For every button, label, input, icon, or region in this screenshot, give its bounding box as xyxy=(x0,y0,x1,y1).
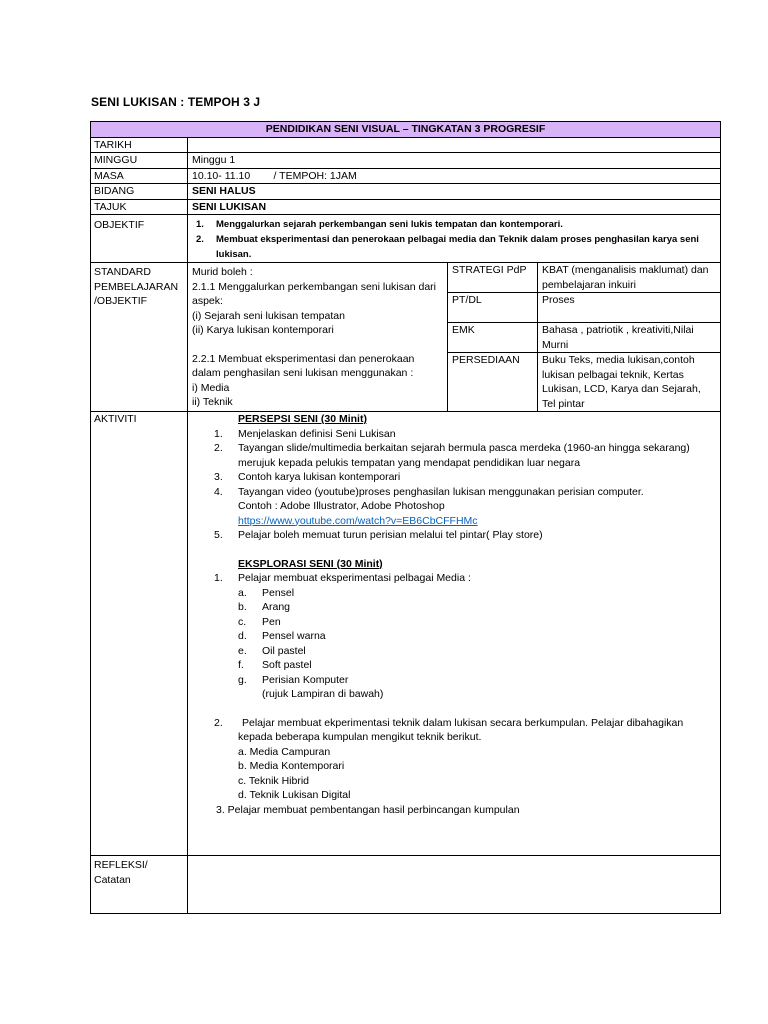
value-tarikh xyxy=(188,137,721,153)
teknik-item: c. Teknik Hibrid xyxy=(238,774,309,787)
eksplorasi-item: 1. Pelajar membuat eksperimentasi pelbagai Media : xyxy=(214,572,471,584)
persepsi-item: 5. Pelajar boleh memuat turun perisian melalui tel pintar( Play store) xyxy=(214,529,543,541)
media-item: f. Soft pastel xyxy=(238,659,312,671)
value-tajuk: SENI LUKISAN xyxy=(188,199,721,215)
eksplorasi-item: 2. Pelajar membuat ekperimentasi teknik dalam lukisan secara berkumpulan. Pelajar dibahagikan kepada beberapa kumpulan mengikut teknik berikut. xyxy=(214,716,684,743)
objective-item: 1. Menggalurkan sejarah perkembangan seni lukis tempatan dan kontemporari. xyxy=(196,219,563,230)
eksplorasi-title: EKSPLORASI SENI (30 Minit) xyxy=(238,557,383,570)
standard-2-2-1-ii: ii) Teknik xyxy=(192,396,233,408)
label-persediaan: PERSEDIAAN xyxy=(448,353,538,412)
label-tarikh: TARIKH xyxy=(91,137,188,153)
standard-2-1-1-i: (i) Sejarah seni lukisan tempatan xyxy=(192,309,345,322)
media-item: c. Pen xyxy=(238,615,281,628)
standard-2-1-1: 2.1.1 Menggalurkan perkembangan seni lukisan dari aspek: xyxy=(192,280,436,307)
youtube-link[interactable]: https://www.youtube.com/watch?v=EB6CbCFFHMc xyxy=(238,514,478,527)
persepsi-item: 2. Tayangan slide/multimedia berkaitan sejarah bermula pasca merdeka (1960-an hingga sekarang) merujuk kepada pelukis tempatan yang mendapat pendidikan luar negara xyxy=(214,442,690,469)
persepsi-item: 4. Tayangan video (youtube)proses penghasilan lukisan menggunakan perisian computer. xyxy=(214,485,644,498)
standard-2-2-1: 2.2.1 Membuat eksperimentasi dan penerokaan dalam penghasilan seni lukisan menggunakan : xyxy=(192,352,415,379)
media-item: g. Perisian Komputer xyxy=(238,673,349,686)
value-standard xyxy=(188,263,448,412)
label-bidang: BIDANG xyxy=(91,184,188,200)
label-objektif: OBJEKTIF xyxy=(91,215,188,263)
standard-2-2-1-i: i) Media xyxy=(192,381,230,394)
label-minggu: MINGGU xyxy=(91,153,188,169)
label-tajuk: TAJUK xyxy=(91,199,188,215)
persepsi-item: 3. Contoh karya lukisan kontemporari xyxy=(214,471,401,483)
label-standard: STANDARD PEMBELAJARAN /OBJEKTIF xyxy=(91,263,188,412)
contoh-software: Contoh : Adobe Illustrator, Adobe Photoshop xyxy=(238,500,445,512)
label-ptdl: PT/DL xyxy=(448,293,538,323)
label-masa: MASA xyxy=(91,168,188,184)
value-persediaan: Buku Teks, media lukisan,contoh lukisan pelbagai teknik, Kertas Lukisan, LCD, Karya dan Sejarah, Tel pintar xyxy=(538,353,721,412)
value-masa: 10.10- 11.10 / TEMPOH: 1JAM xyxy=(188,168,721,184)
value-bidang: SENI HALUS xyxy=(188,184,721,200)
value-objektif xyxy=(188,215,721,263)
teknik-item: b. Media Kontemporari xyxy=(238,760,345,772)
teknik-item: d. Teknik Lukisan Digital xyxy=(238,789,351,801)
value-emk: Bahasa , patriotik , kreativiti,Nilai Murni xyxy=(538,323,721,353)
label-strategi: STRATEGI PdP xyxy=(448,263,538,293)
media-item: e. Oil pastel xyxy=(238,644,306,657)
persepsi-item: 1. Menjelaskan definisi Seni Lukisan xyxy=(214,427,396,440)
standard-2-1-1-ii: (ii) Karya lukisan kontemporari xyxy=(192,324,334,336)
media-item: b. Arang xyxy=(238,601,291,613)
eksplorasi-item-3: 3. Pelajar membuat pembentangan hasil perbincangan kumpulan xyxy=(216,803,520,816)
value-strategi: KBAT (menganalisis maklumat) dan pembelajaran inkuiri xyxy=(538,263,721,293)
standard-intro: Murid boleh : xyxy=(192,266,253,278)
value-minggu: Minggu 1 xyxy=(188,153,721,169)
media-item: d. Pensel warna xyxy=(238,630,326,642)
table-header: PENDIDIKAN SENI VISUAL – TINGKATAN 3 PROGRESIF xyxy=(91,122,721,138)
lesson-plan-table xyxy=(90,121,721,914)
teknik-item: a. Media Campuran xyxy=(238,745,331,758)
objective-item: 2. Membuat eksperimentasi dan penerokaan pelbagai media dan Teknik dalam proses penghasilan karya seni lukisan. xyxy=(196,234,699,260)
label-emk: EMK xyxy=(448,323,538,353)
objective-list xyxy=(192,217,716,262)
value-ptdl: Proses xyxy=(538,293,721,323)
rujuk-lampiran: (rujuk Lampiran di bawah) xyxy=(262,688,384,700)
media-item: a. Pensel xyxy=(238,586,295,599)
label-aktiviti: AKTIVITI xyxy=(91,412,188,856)
document-title: SENI LUKISAN : TEMPOH 3 J xyxy=(91,95,261,109)
value-aktiviti xyxy=(188,412,721,856)
label-refleksi: REFLEKSI/ Catatan xyxy=(91,856,188,914)
persepsi-title: PERSEPSI SENI (30 Minit) xyxy=(238,413,367,425)
value-refleksi[interactable] xyxy=(188,856,721,914)
